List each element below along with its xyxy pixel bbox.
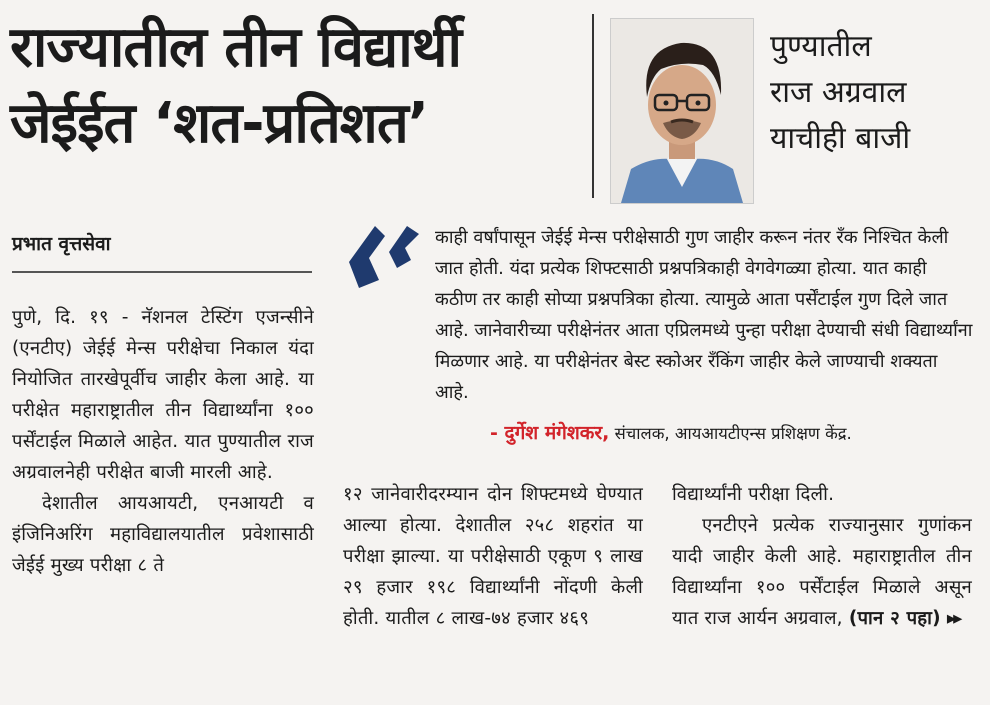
- double-arrow-icon: ▸▸: [946, 608, 960, 629]
- portrait-photo: [610, 18, 754, 204]
- headline-line-1: राज्यातील तीन विद्यार्थी: [10, 15, 462, 80]
- right-column: [672, 479, 972, 634]
- portrait-illustration: [611, 19, 753, 203]
- side-title-line-2: राज अग्रवाल: [770, 75, 907, 110]
- left-paragraph-1: पुणे, दि. १९ - नॅशनल टेस्टिंग एजन्सीने (एनटीए) जेईई मेन्स परीक्षेचा निकाल यंदा नियोजित तारखेपूर्वीच जाहीर केला आहे. या परीक्षेत महाराष्ट्रातील तीन विद्यार्थ्यांना १०० पर्सेंटाईल मिळाले आहेत. यात पुण्यातील राज अग्रवालनेही परीक्षेत बाजी मारली आहे.: [12, 307, 314, 483]
- headline-line-2: जेईईत ‘शत-प्रतिशत’: [10, 91, 429, 156]
- attribution-role: संचालक, आयआयटीएन्स प्रशिक्षण केंद्र.: [614, 424, 852, 443]
- middle-paragraph: १२ जानेवारीदरम्यान दोन शिफ्टमध्ये घेण्यात आल्या होत्या. देशातील २५८ शहरांत या परीक्षा झाल्या. या परीक्षेसाठी एकूण ९ लाख २९ हजार १९८ विद्यार्थ्यांनी नोंदणी केली होती. यातील ८ लाख-७४ हजार ४६९: [343, 484, 643, 629]
- attribution-name: - दुर्गेश मंगेशकर,: [490, 422, 610, 444]
- news-source: प्रभात वृत्तसेवा: [12, 229, 312, 273]
- side-title: [770, 24, 980, 162]
- headline: [10, 10, 590, 162]
- expert-quote: [343, 222, 973, 408]
- side-title-line-3: याचीही बाजी: [770, 121, 911, 156]
- quote-attribution: [490, 419, 980, 448]
- left-paragraph-2: देशातील आयआयटी, एनआयटी व इंजिनिअरिंग महाविद्यालयातील प्रवेशासाठी जेईई मुख्य परीक्षा ८ ते: [12, 493, 314, 576]
- right-paragraph-2-text: एनटीएने प्रत्येक राज्यानुसार गुणांकन यादी जाहीर केली आहे. महाराष्ट्रातील तीन विद्यार्थ्यांना १०० पर्सेंटाईल मिळाले असून यात राज आर्यन अग्रवाल,: [672, 515, 972, 629]
- continued-page-reference[interactable]: (पान २ पहा): [848, 608, 941, 629]
- right-paragraph-1: विद्यार्थ्यांनी परीक्षा दिली.: [672, 484, 835, 505]
- column-divider: [592, 14, 594, 198]
- quote-text: काही वर्षांपासून जेईई मेन्स परीक्षेसाठी गुण जाहीर करून नंतर रँक निश्चित केली जात होती. यंदा प्रत्येक शिफ्टसाठी प्रश्नपत्रिकाही वेगवेगळ्या होत्या. यात काही कठीण तर काही सोप्या प्रश्नपत्रिका होत्या. त्यामुळे आता पर्सेंटाईल गुण दिले जात आहे. जानेवारीच्या परीक्षेनंतर आता एप्रिलमध्ये पुन्हा परीक्षा देण्याची संधी विद्यार्थ्यांना मिळणार आहे. या परीक्षेनंतर बेस्ट स्कोअर रँकिंग जाहीर केले जाण्याची शक्यता आहे.: [435, 227, 973, 403]
- right-paragraph-2: [672, 510, 972, 634]
- middle-column: [343, 479, 643, 634]
- side-title-line-1: पुण्यातील: [770, 29, 872, 64]
- left-column: [12, 302, 314, 581]
